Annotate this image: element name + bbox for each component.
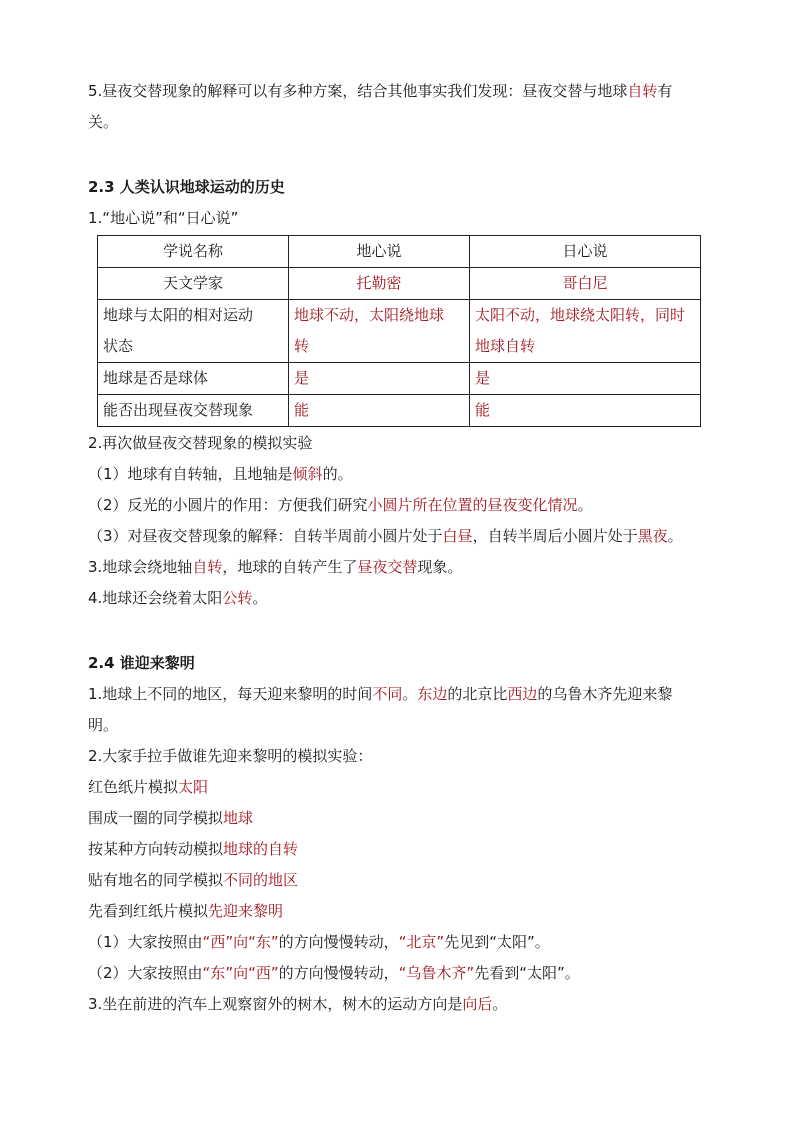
text: （2）反光的小圆片的作用：方便我们研究 [88, 496, 368, 514]
answer-text: “乌鲁木齐” [398, 964, 475, 982]
table-header-row [98, 236, 701, 268]
sub-item-1 [88, 927, 706, 958]
cell-line: 地球不动，太阳绕地球 [294, 306, 445, 324]
text: ，地球的自转产生了 [222, 558, 358, 576]
table-cell: 能否出现昼夜交替现象 [98, 395, 289, 427]
text: 贴有地名的同学模拟 [88, 871, 224, 889]
comparison-table [97, 235, 701, 427]
text: 的。 [322, 465, 353, 483]
answer-text: 白昼 [442, 527, 473, 545]
answer-text: 自转 [627, 82, 658, 100]
sub-item-2 [88, 958, 706, 989]
text: 5.昼夜交替现象的解释可以有多种方案，结合其他事实我们发现：昼夜交替与地球 [88, 82, 628, 100]
text: （1）大家按照由 [88, 933, 203, 951]
cell-line: 转 [294, 337, 310, 355]
table-header-cell: 日心说 [470, 236, 701, 268]
text: 先看到红纸片模拟 [88, 902, 209, 920]
text: 。 [492, 995, 508, 1013]
model-line [88, 772, 706, 803]
answer-text: 地球 [223, 809, 254, 827]
table-cell: 托勒密 [289, 268, 470, 300]
answer-text: 黑夜 [637, 527, 668, 545]
text: 先看到“太阳”。 [474, 964, 580, 982]
answer-text: “东”向“西” [202, 964, 279, 982]
cell-line: 太阳不动，地球绕太阳转，同时 [475, 306, 686, 324]
text: 4.地球还会绕着太阳 [88, 589, 223, 607]
text: 关。 [88, 113, 119, 131]
paragraph-5-cont [88, 107, 706, 138]
model-line [88, 803, 706, 834]
answer-text: 东边 [417, 685, 448, 703]
text: （1）地球有自转轴，且地轴是 [88, 465, 293, 483]
item-1-cont [88, 710, 706, 741]
text: 3.地球会绕地轴 [88, 558, 193, 576]
sub-item-1 [88, 459, 706, 490]
table-row [98, 395, 701, 427]
cell-line: 地球自转 [475, 337, 536, 355]
model-line [88, 865, 706, 896]
table-row [98, 363, 701, 395]
text: 的方向慢慢转动， [278, 933, 399, 951]
text: 红色纸片模拟 [88, 778, 179, 796]
table-cell [98, 300, 289, 363]
cell-line: 地球与太阳的相对运动 [103, 306, 254, 324]
table-cell: 能 [289, 395, 470, 427]
answer-text: 西边 [507, 685, 538, 703]
answer-text: 先迎来黎明 [208, 902, 284, 920]
answer-text: 不同 [372, 685, 403, 703]
text: 。 [252, 589, 268, 607]
answer-text: “北京” [398, 933, 445, 951]
answer-text: 向后 [462, 995, 493, 1013]
table-cell: 是 [470, 363, 701, 395]
text: 1.地球上不同的地区，每天迎来黎明的时间 [88, 685, 373, 703]
item-3 [88, 989, 706, 1020]
text: 现象。 [417, 558, 463, 576]
cell-line: 状态 [103, 337, 134, 355]
text: 按某种方向转动模拟 [88, 840, 224, 858]
item-2: 2.大家手拉手做谁先迎来黎明的模拟实验： [88, 747, 373, 765]
table-header-cell: 地心说 [289, 236, 470, 268]
sub-item-3 [88, 521, 706, 552]
section-heading-2-4: 2.4 谁迎来黎明 [88, 654, 195, 672]
text: 明。 [88, 716, 119, 734]
item-3 [88, 552, 706, 583]
document-page [88, 76, 706, 1020]
text: 的北京比 [447, 685, 508, 703]
text: 。 [667, 527, 683, 545]
answer-text: 倾斜 [292, 465, 323, 483]
item-1: 1.“地心说”和“日心说” [88, 209, 239, 227]
sub-item-2 [88, 490, 706, 521]
table-cell: 哥白尼 [470, 268, 701, 300]
table-row [98, 300, 701, 363]
text: 有 [657, 82, 673, 100]
model-line [88, 896, 706, 927]
paragraph-5 [88, 76, 706, 107]
text: 围成一圈的同学模拟 [88, 809, 224, 827]
section-heading-2-3: 2.3 人类认识地球运动的历史 [88, 178, 285, 196]
text: 3.坐在前进的汽车上观察窗外的树木，树木的运动方向是 [88, 995, 463, 1013]
table-cell: 天文学家 [98, 268, 289, 300]
table-cell: 是 [289, 363, 470, 395]
text: 先见到“太阳”。 [444, 933, 550, 951]
text: 。 [577, 496, 593, 514]
answer-text: 自转 [192, 558, 223, 576]
answer-text: 小圆片所在位置的昼夜变化情况 [367, 496, 578, 514]
table-cell [470, 300, 701, 363]
table-cell [289, 300, 470, 363]
table-header-cell: 学说名称 [98, 236, 289, 268]
text: 的乌鲁木齐先迎来黎 [537, 685, 673, 703]
text: （3）对昼夜交替现象的解释：自转半周前小圆片处于 [88, 527, 443, 545]
item-2: 2.再次做昼夜交替现象的模拟实验 [88, 434, 313, 452]
answer-text: 地球的自转 [223, 840, 299, 858]
answer-text: “西”向“东” [202, 933, 279, 951]
item-4 [88, 583, 706, 614]
table-cell: 能 [470, 395, 701, 427]
text: ，自转半周后小圆片处于 [472, 527, 638, 545]
answer-text: 昼夜交替 [357, 558, 418, 576]
text: （2）大家按照由 [88, 964, 203, 982]
table-cell: 地球是否是球体 [98, 363, 289, 395]
answer-text: 不同的地区 [223, 871, 299, 889]
model-line [88, 834, 706, 865]
text: 的方向慢慢转动， [278, 964, 399, 982]
table-row [98, 268, 701, 300]
answer-text: 公转 [222, 589, 253, 607]
answer-text: 太阳 [178, 778, 209, 796]
item-1 [88, 679, 706, 710]
text: 。 [402, 685, 418, 703]
